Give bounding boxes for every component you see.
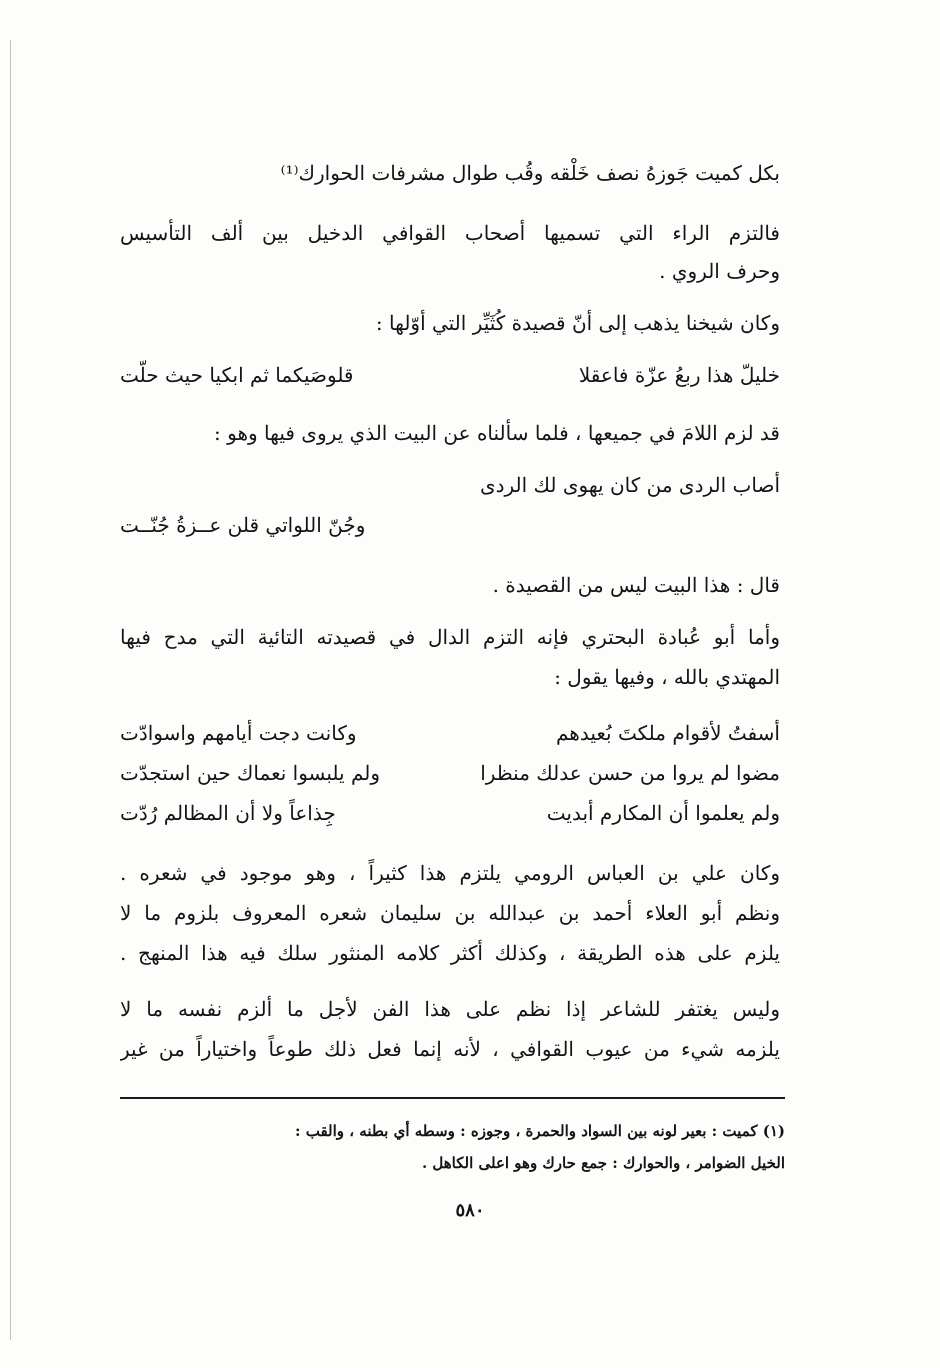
text-line-9: وأما أبو عُبادة البحتري فإنه التزم الدال في قصيدته التائية التي مدح فيها: [120, 625, 780, 649]
verse-4: [120, 798, 780, 828]
text-line-14: وليس يغتفر للشاعر إذا نظم على هذا الفن لأجل ما ألزم نفسه ما لا: [120, 997, 780, 1021]
verse-1-first-hemistich: خليلّ هذا ربعُ عزّة فاعقلا: [578, 363, 780, 387]
text-line-3: وحرف الروي .: [659, 259, 780, 283]
footnote-line-1: (١) كميت : بعير لونه بين السواد والحمرة ، وجوزه : وسطه أي بطنه ، والقب :: [294, 1122, 785, 1140]
text-line-2: فالتزم الراء التي تسميها أصحاب القوافي الدخيل بين ألف التأسيس: [120, 221, 780, 245]
main-text: [120, 0, 780, 1100]
verse-4-second-hemistich: جِذاعاً ولا أن المظالم رُدّت: [120, 801, 336, 825]
verse-1-second-hemistich: قلوصَيكما ثم ابكيا حيث حلّت: [120, 363, 354, 387]
verse-3-second-hemistich: ولم يلبسوا نعماك حين استجدّت: [120, 761, 381, 785]
text-line-6: أصاب الردى من كان يهوى لك الردى: [479, 473, 780, 497]
binding-edge-line: [10, 40, 11, 1340]
text-line-1: بكل كميت جَوزهُ نصف خَلْقه وقُب طوال مشرفات الحوارك⁽¹⁾: [280, 161, 780, 185]
page-number: ٥٨٠: [455, 1200, 485, 1221]
text-line-12: ونظم أبو العلاء أحمد بن عبدالله بن سليمان شعره المعروف بلزوم ما لا: [120, 901, 780, 925]
text-line-13: يلزم على هذه الطريقة ، وكذلك أكثر كلامه المنثور سلك فيه هذا المنهج .: [120, 941, 780, 965]
verse-3: [120, 758, 780, 788]
text-line-11: وكان علي بن العباس الرومي يلتزم هذا كثيراً ، وهو موجود في شعره .: [120, 861, 780, 885]
text-line-5: قد لزم اللامَ في جميعها ، فلما سألناه عن البيت الذي يروى فيها وهو :: [214, 421, 780, 445]
text-line-10: المهتدي بالله ، وفيها يقول :: [554, 665, 780, 689]
text-line-4: وكان شيخنا يذهب إلى أنّ قصيدة كُثَيِّر التي أوّلها :: [375, 311, 780, 335]
text-line-8: قال : هذا البيت ليس من القصيدة .: [492, 573, 780, 597]
verse-2: [120, 718, 780, 748]
footnote-line-2: الخيل الضوامر ، والحوارك : جمع حارك وهو اعلى الكاهل .: [421, 1154, 785, 1172]
verse-1: [120, 360, 780, 390]
verse-4-first-hemistich: ولم يعلموا أن المكارم أبديت: [546, 801, 780, 825]
text-line-7: وجُنّ اللواتي قلن عــزةُ جُنّــت: [120, 513, 366, 537]
footnote-divider: [120, 1097, 785, 1099]
verse-2-second-hemistich: وكانت دجت أيامهم واسوادّت: [120, 721, 357, 745]
verse-2-first-hemistich: أسفتُ لأقوام ملكتَ بُعيدهم: [555, 721, 780, 745]
verse-3-first-hemistich: مضوا لم يروا من حسن عدلك منظرا: [480, 761, 780, 785]
text-line-15: يلزمه شيء من عيوب القوافي ، لأنه إنما فعل ذلك طوعاً واختياراً من غير: [120, 1037, 780, 1061]
